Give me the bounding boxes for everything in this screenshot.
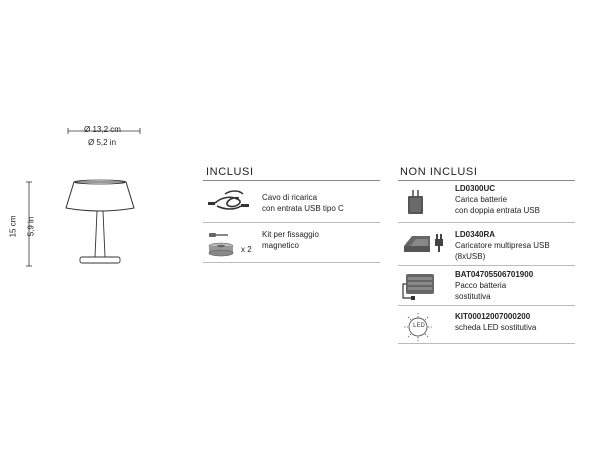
included-divider [203,180,380,181]
cable-desc-line2: con entrata USB tipo C [262,204,344,213]
battery-code: BAT04705506701900 [455,270,534,279]
battery-pack-icon [400,270,436,302]
height-in-label: 5,9 in [26,216,36,237]
not-included-row-divider [398,222,575,223]
fixing-kit-desc-line2: magnetico [262,241,299,250]
charger-plug-icon [402,186,432,218]
multi-charger-code: LD0340RA [455,230,496,239]
multi-charger-desc-line2: (8xUSB) [455,252,486,261]
usb-cable-icon [205,186,255,216]
battery-desc-line1: Pacco batteria [455,281,507,290]
not-included-divider [398,180,575,181]
cable-desc-line1: Cavo di ricarica [262,193,318,202]
not-included-title: NON INCLUSI [400,166,478,178]
included-title: INCLUSI [206,166,254,178]
fixing-kit-quantity: x 2 [241,245,252,254]
charger-desc-line1: Carica batterie [455,195,508,204]
multi-charger-icon [400,228,450,258]
multi-charger-desc-line1: Caricatore multipresa USB [455,241,550,250]
led-board-code: KIT00012007000200 [455,312,531,321]
led-icon-label: LED [413,323,425,329]
not-included-row-divider [398,343,575,344]
not-included-row-divider [398,305,575,306]
fixing-kit-icon [205,228,239,260]
battery-desc-line2: sostitutiva [455,292,491,301]
included-row-divider [203,262,380,263]
charger-code: LD0300UC [455,184,496,193]
diameter-cm-label: Ø 13,2 cm [84,125,121,134]
fixing-kit-desc-line1: Kit per fissaggio [262,230,319,239]
charger-desc-line2: con doppia entrata USB [455,206,540,215]
not-included-row-divider [398,265,575,266]
diameter-in-label: Ø 5,2 in [88,138,117,147]
height-cm-label: 15 cm [8,215,18,238]
included-row-divider [203,222,380,223]
led-board-desc-line1: scheda LED sostitutiva [455,323,537,332]
lamp-silhouette [60,170,140,270]
